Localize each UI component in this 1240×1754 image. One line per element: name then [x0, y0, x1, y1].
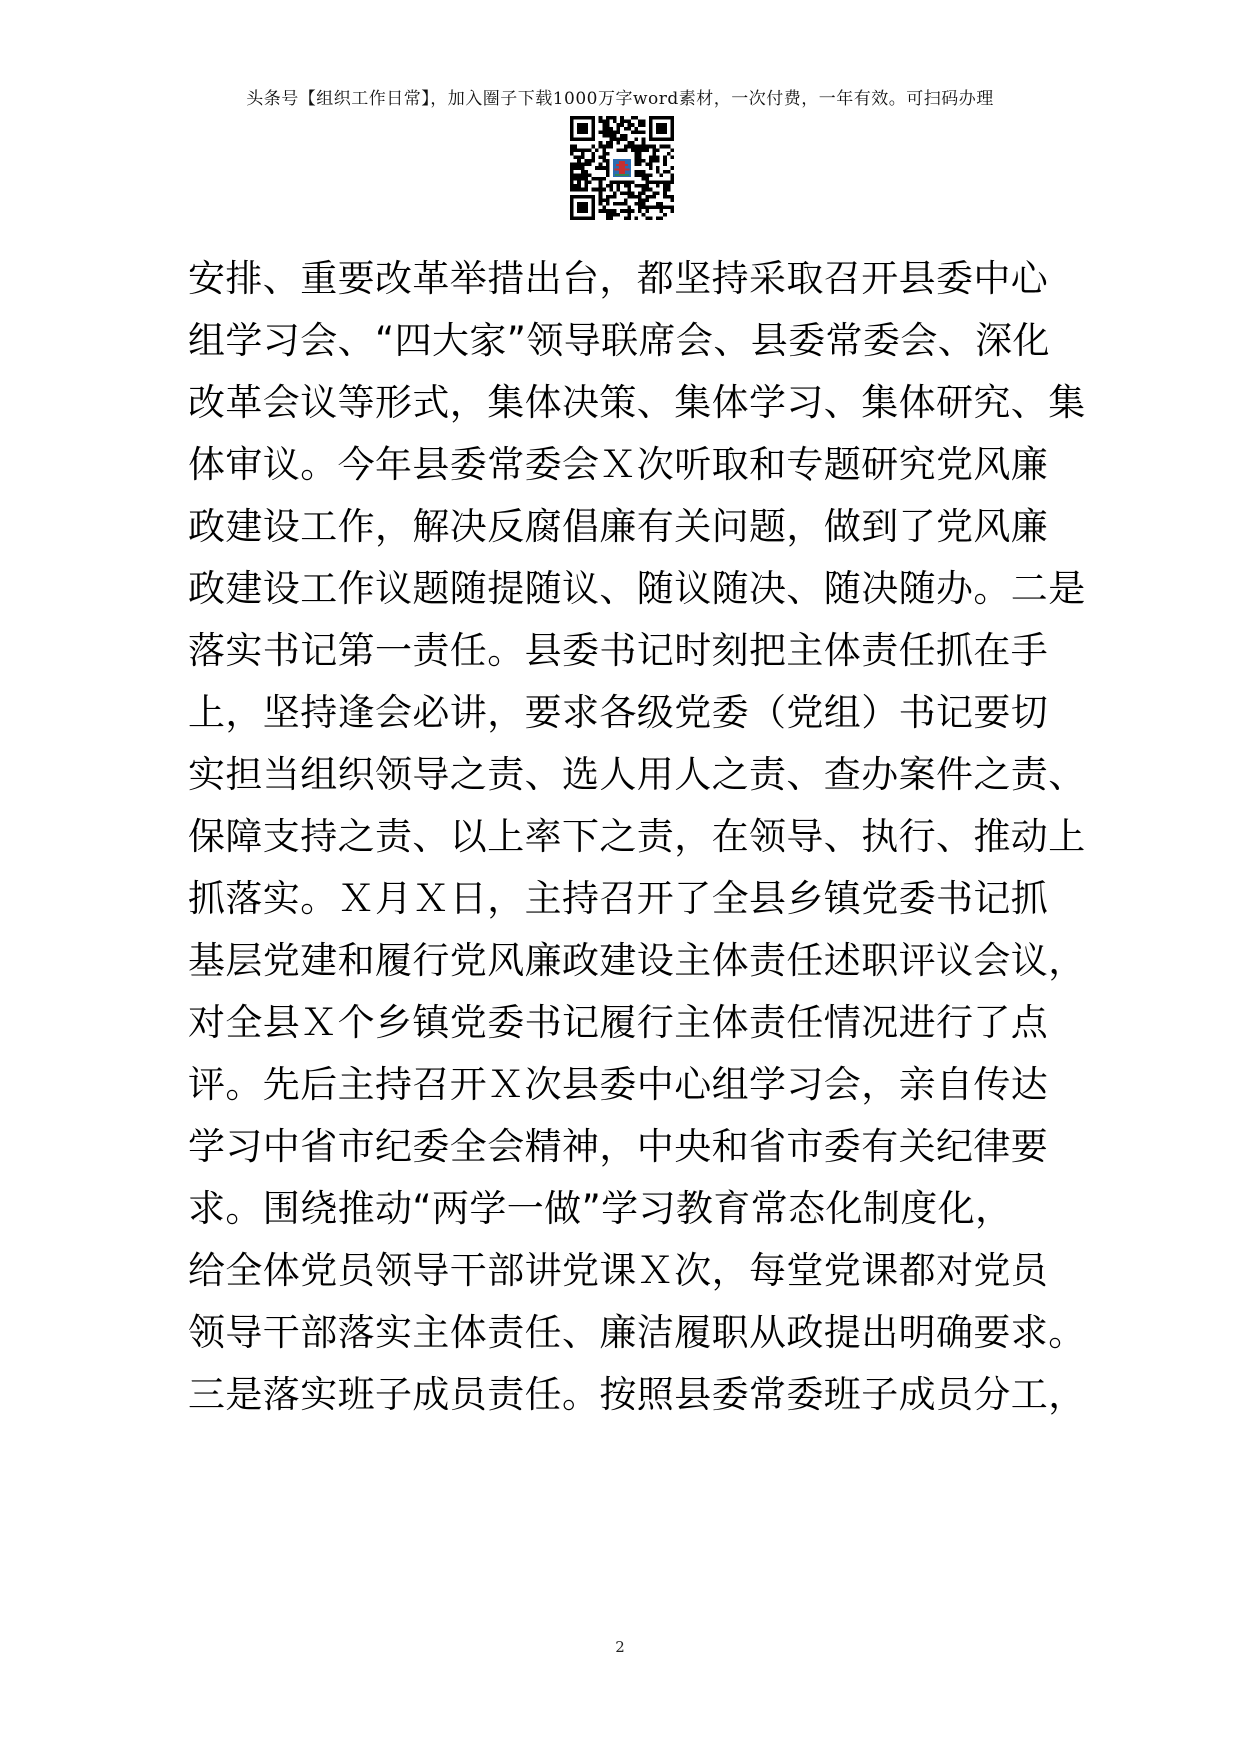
qr-code-icon[interactable]	[570, 116, 674, 220]
body-line: 求。围绕推动“两学一做”学习教育常态化制度化，	[188, 1187, 1013, 1230]
body-line: 上，坚持逢会必讲，要求各级党委（党组）书记要切	[188, 691, 1049, 734]
body-line: 基层党建和履行党风廉政建设主体责任述职评议会议，	[188, 939, 1086, 982]
body-line: 落实书记第一责任。县委书记时刻把主体责任抓在手	[188, 629, 1049, 672]
body-line: 体审议。今年县委常委会Ｘ次听取和专题研究党风廉	[188, 443, 1049, 486]
document-body	[188, 248, 1088, 1426]
body-line: 对全县Ｘ个乡镇党委书记履行主体责任情况进行了点	[188, 1001, 1049, 1044]
body-line: 政建设工作，解决反腐倡廉有关问题，做到了党风廉	[188, 505, 1049, 548]
body-line: 三是落实班子成员责任。按照县委常委班子成员分工，	[188, 1373, 1086, 1416]
body-line: 抓落实。Ｘ月Ｘ日，主持召开了全县乡镇党委书记抓	[188, 877, 1049, 920]
body-line: 安排、重要改革举措出台，都坚持采取召开县委中心	[188, 257, 1049, 300]
body-line: 学习中省市纪委全会精神，中央和省市委有关纪律要	[188, 1125, 1049, 1168]
body-line: 评。先后主持召开Ｘ次县委中心组学习会，亲自传达	[188, 1063, 1049, 1106]
body-line: 改革会议等形式，集体决策、集体学习、集体研究、集	[188, 381, 1086, 424]
body-line: 保障支持之责、以上率下之责，在领导、执行、推动上	[188, 815, 1086, 858]
body-line: 领导干部落实主体责任、廉洁履职从政提出明确要求。	[188, 1311, 1086, 1354]
header-note: 头条号【组织工作日常】，加入圈子下载1000万字word素材，一次付费，一年有效。可扫码办理	[246, 89, 994, 109]
body-line: 给全体党员领导干部讲党课Ｘ次，每堂党课都对党员	[188, 1249, 1049, 1292]
body-line: 政建设工作议题随提随议、随议随决、随决随办。二是	[188, 567, 1086, 610]
page-number: 2	[615, 1638, 625, 1656]
body-line: 实担当组织领导之责、选人用人之责、查办案件之责、	[188, 753, 1086, 796]
body-line: 组学习会、“四大家”领导联席会、县委常委会、深化	[188, 319, 1050, 362]
